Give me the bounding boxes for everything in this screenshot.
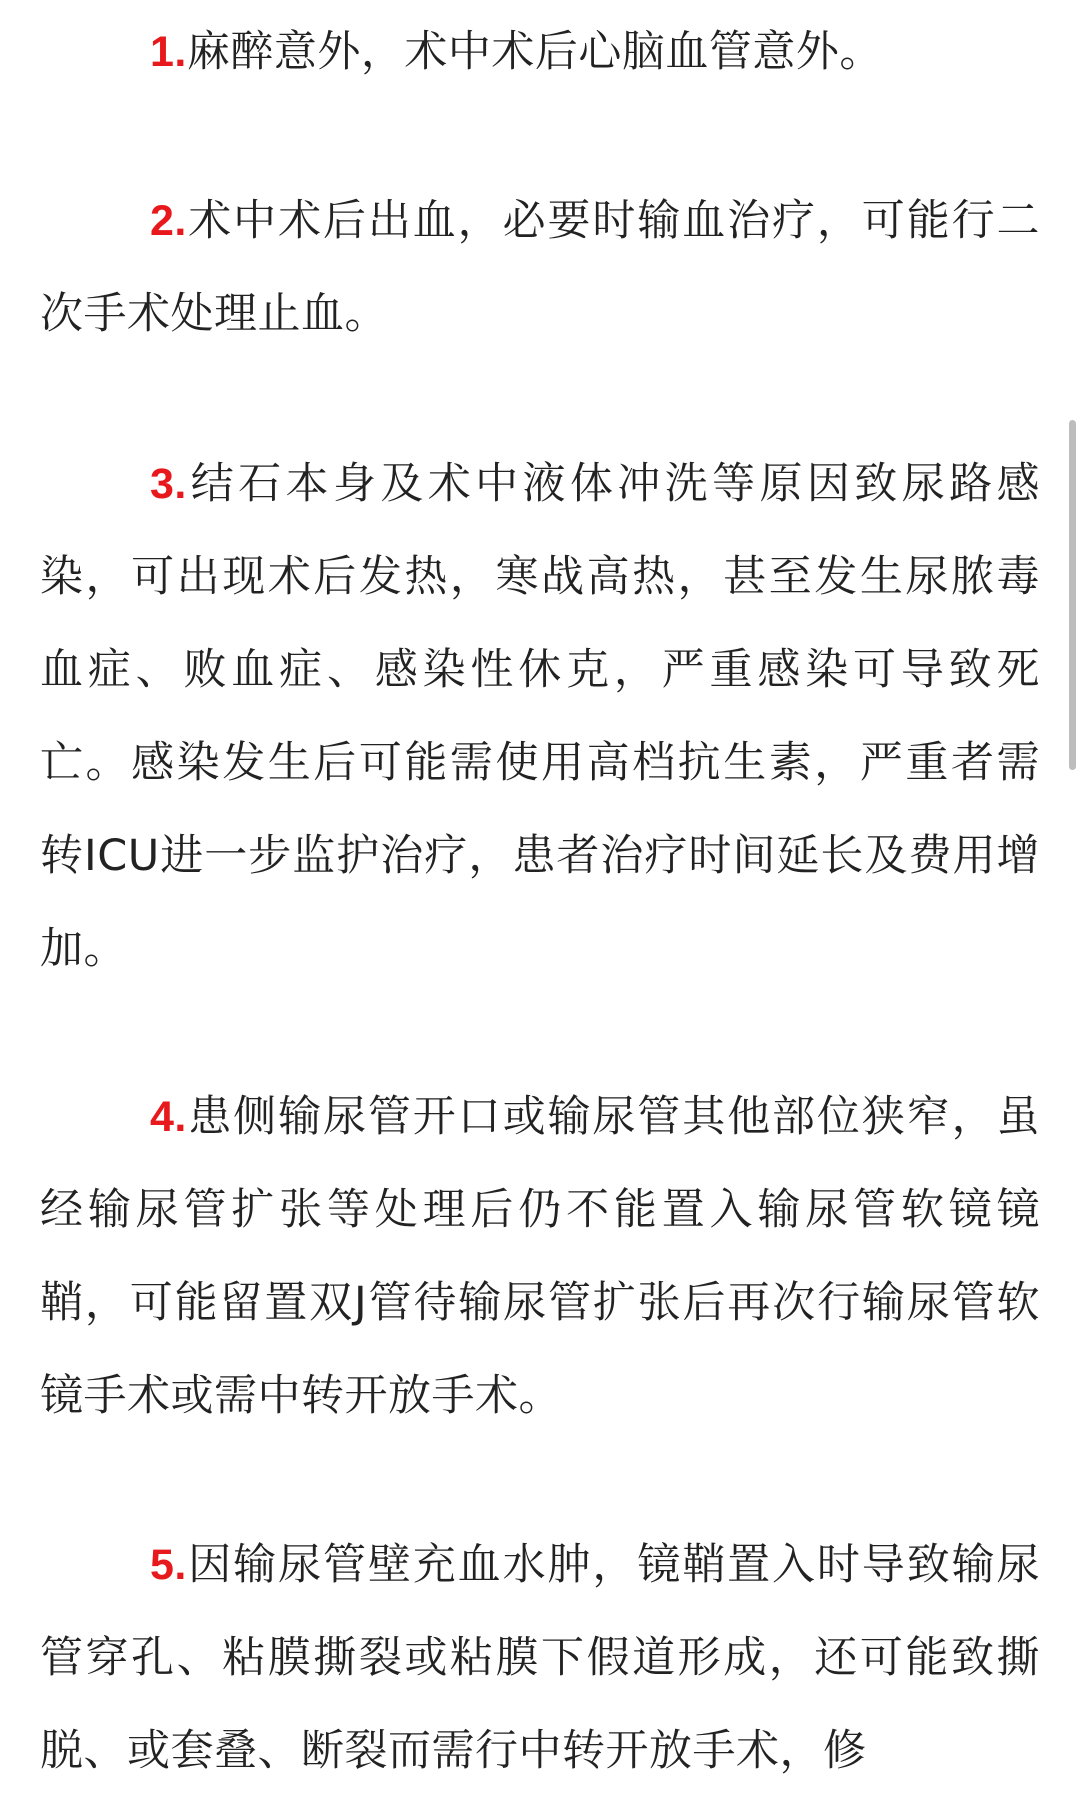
item-text: 患侧输尿管开口或输尿管其他部位狭窄，虽经输尿管扩张等处理后仍不能置入输尿管软镜镜鞘，可能留置双J管待输尿管扩张后再次行输尿管软镜手术或需中转开放手术。	[40, 1092, 1040, 1421]
risk-item-1	[40, 6, 1040, 99]
scrollbar-thumb[interactable]	[1069, 420, 1076, 770]
item-number: 2.	[150, 197, 187, 245]
item-text: 麻醉意外，术中术后心脑血管意外。	[186, 27, 883, 77]
item-number: 5.	[150, 1541, 187, 1589]
item-text: 结石本身及术中液体冲洗等原因致尿路感染，可出现术后发热，寒战高热，甚至发生尿脓毒血症、败血症、感染性休克，严重感染可导致死亡。感染发生后可能需使用高档抗生素，严重者需转ICU进一步监护治疗，患者治疗时间延长及费用增加。	[40, 459, 1040, 974]
item-number: 4.	[150, 1093, 187, 1141]
item-number: 1.	[150, 28, 187, 76]
risk-item-2	[40, 175, 1040, 361]
risk-item-5	[40, 1519, 1040, 1798]
item-number: 3.	[150, 460, 187, 508]
item-text: 因输尿管壁充血水肿，镜鞘置入时导致输尿管穿孔、粘膜撕裂或粘膜下假道形成，还可能致撕脱、或套叠、断裂而需行中转开放手术，修	[40, 1540, 1040, 1776]
risk-item-3	[40, 438, 1040, 996]
item-text: 术中术后出血，必要时输血治疗，可能行二次手术处理止血。	[40, 196, 1040, 339]
risk-item-4	[40, 1071, 1040, 1443]
